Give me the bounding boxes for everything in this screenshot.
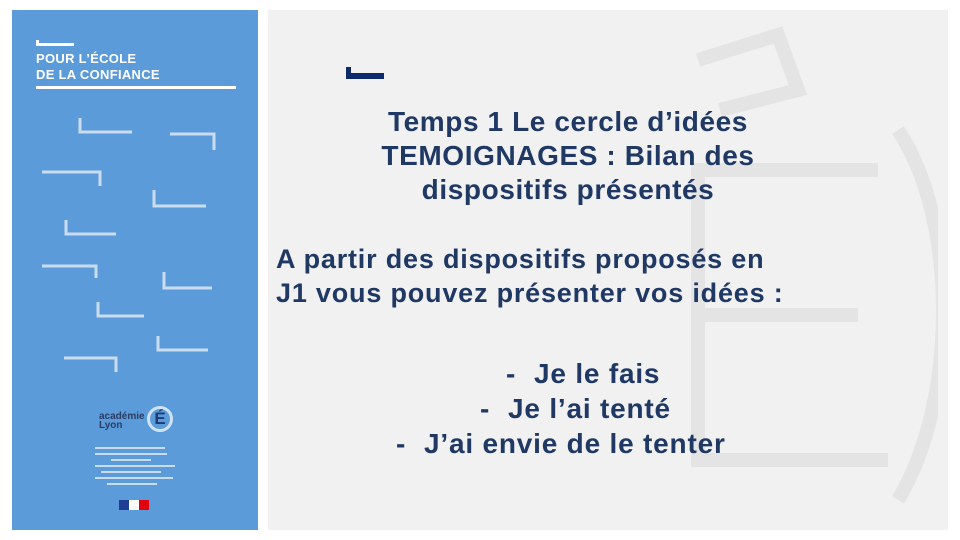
title-bracket-icon <box>346 67 384 79</box>
academie-label: académie Lyon <box>99 411 145 431</box>
republique-francaise-flag-icon <box>119 500 149 510</box>
brand-line-2: DE LA CONFIANCE <box>36 67 160 82</box>
academie-lyon-logo <box>87 402 187 520</box>
bullet-item: - J’ai envie de le tenter <box>396 428 726 459</box>
slide-content <box>268 10 948 530</box>
lead-paragraph: A partir des dispositifs proposés en J1 vous pouvez présenter vos idées : <box>276 244 784 308</box>
sidebar-panel <box>12 10 258 530</box>
bullet-item: - Je le fais <box>506 358 661 389</box>
bullet-item: - Je l’ai tenté <box>480 393 671 424</box>
slide-title: Temps 1 Le cercle d’idées TEMOIGNAGES : Bilan des dispositifs présentés <box>381 106 755 205</box>
brand-line-1: POUR L’ÉCOLE <box>36 51 137 66</box>
logo-text-lines <box>95 447 187 489</box>
academie-e-icon: É <box>147 406 173 432</box>
